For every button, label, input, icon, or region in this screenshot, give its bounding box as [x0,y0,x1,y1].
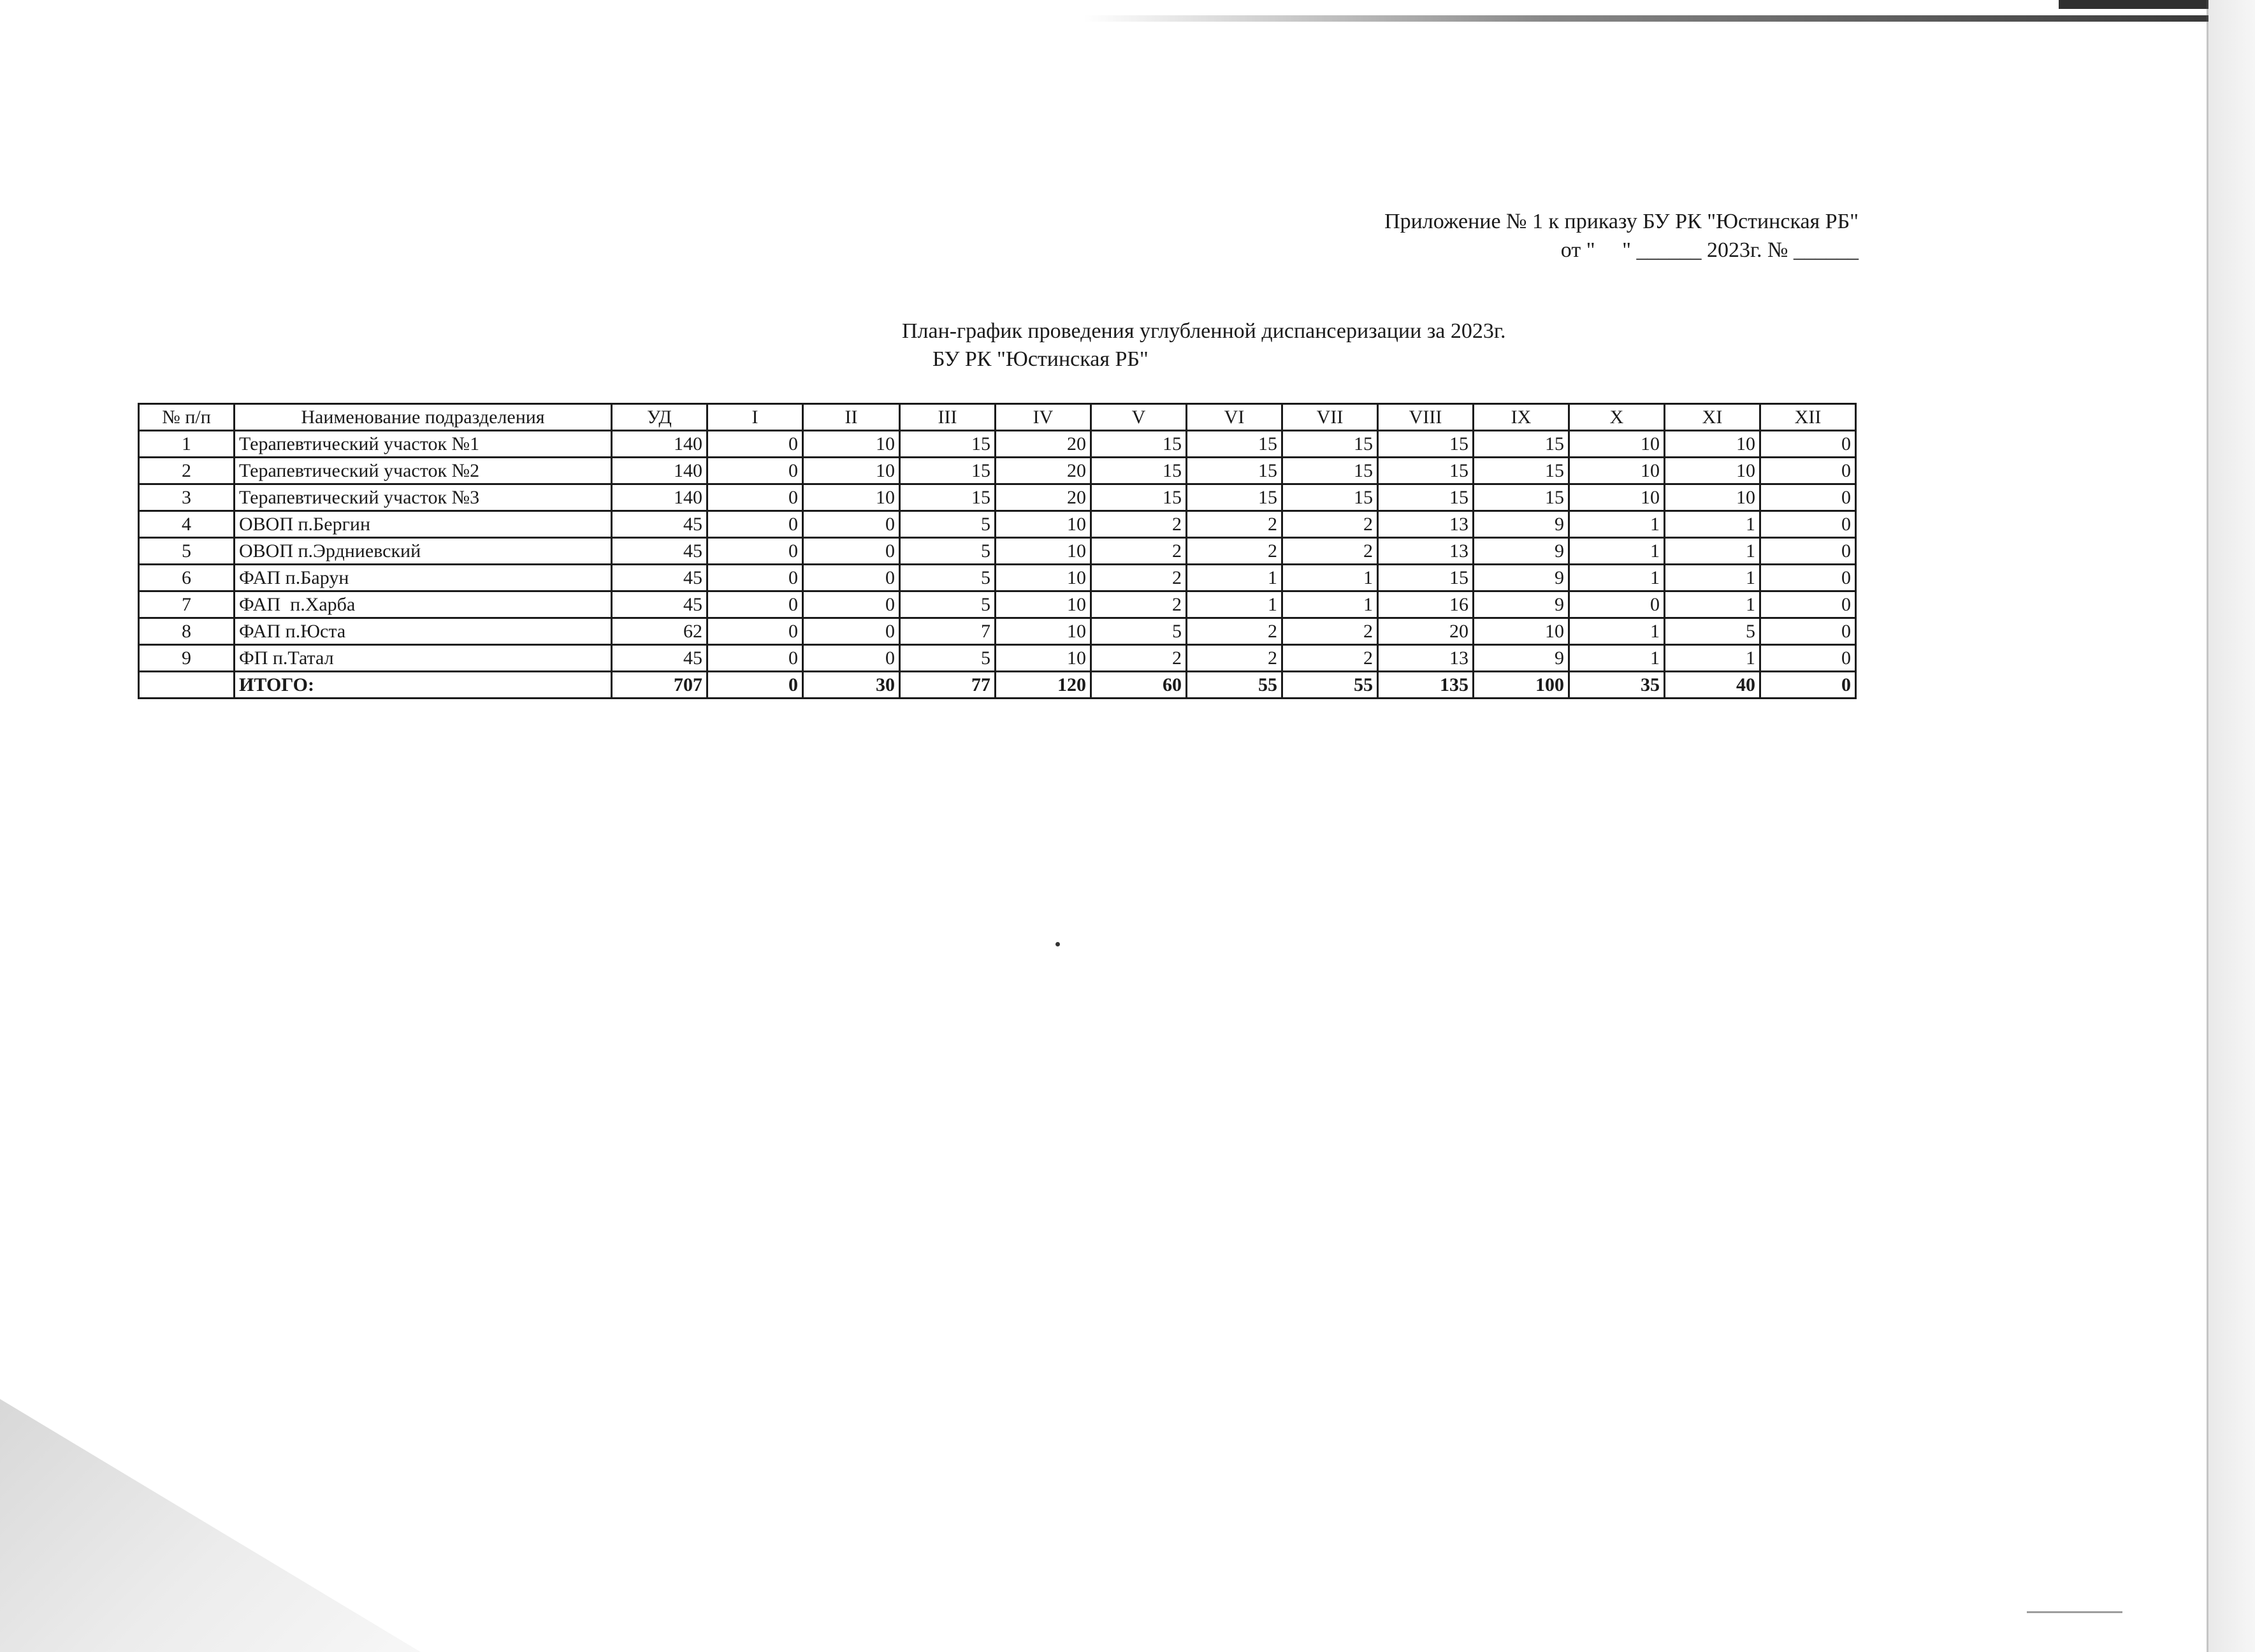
row-number-cell: 3 [139,484,235,511]
month-value-cell: 0 [803,511,900,538]
title-line-1: План-график проведения углубленной диспансеризации за 2023г. [902,319,1506,343]
month-value-cell: 10 [996,565,1091,591]
month-value-cell: 0 [707,645,803,672]
column-header: V [1091,404,1187,431]
table-row [139,538,1856,565]
table-header-row [139,404,1856,431]
month-value-cell: 9 [1474,565,1569,591]
total-count-cell: 45 [612,565,707,591]
month-value-cell: 2 [1091,511,1187,538]
table-row [139,645,1856,672]
month-value-cell: 60 [1091,672,1187,699]
column-header: Наименование подразделения [235,404,612,431]
month-value-cell: 2 [1282,538,1378,565]
month-value-cell: 2 [1282,618,1378,645]
month-value-cell: 15 [1378,458,1474,484]
title-line-2: БУ РК "Юстинская РБ" [932,347,1149,371]
month-value-cell: 0 [1760,484,1856,511]
unit-name-cell: Терапевтический участок №3 [235,484,612,511]
row-number-cell: 7 [139,591,235,618]
month-value-cell: 10 [1569,484,1665,511]
month-value-cell: 1 [1569,511,1665,538]
total-count-cell: 45 [612,511,707,538]
appendix-line-1: Приложение № 1 к приказу БУ РК "Юстинская РБ" [1384,210,1859,233]
column-header: II [803,404,900,431]
month-value-cell: 1 [1569,618,1665,645]
month-value-cell: 15 [900,484,996,511]
scan-top-edge [1084,15,2224,22]
month-value-cell: 1 [1665,591,1760,618]
month-value-cell: 15 [1282,431,1378,458]
month-value-cell: 0 [1760,672,1856,699]
month-value-cell: 10 [1474,618,1569,645]
row-number-cell: 5 [139,538,235,565]
month-value-cell: 120 [996,672,1091,699]
column-header: XI [1665,404,1760,431]
month-value-cell: 20 [996,458,1091,484]
row-number-cell: 4 [139,511,235,538]
month-value-cell: 9 [1474,511,1569,538]
scan-right-shade [2208,0,2255,1652]
month-value-cell: 7 [900,618,996,645]
unit-name-cell: ОВОП п.Бергин [235,511,612,538]
month-value-cell: 20 [1378,618,1474,645]
column-header: X [1569,404,1665,431]
table-row [139,618,1856,645]
row-number-cell: 6 [139,565,235,591]
unit-name-cell: ИТОГО: [235,672,612,699]
month-value-cell: 0 [803,618,900,645]
month-value-cell: 15 [1474,484,1569,511]
total-count-cell: 140 [612,458,707,484]
month-value-cell: 1 [1282,565,1378,591]
month-value-cell: 2 [1091,591,1187,618]
month-value-cell: 10 [1665,431,1760,458]
month-value-cell: 16 [1378,591,1474,618]
month-value-cell: 0 [1760,458,1856,484]
month-value-cell: 2 [1187,538,1282,565]
month-value-cell: 2 [1187,618,1282,645]
month-value-cell: 0 [707,618,803,645]
month-value-cell: 5 [900,591,996,618]
month-value-cell: 5 [1091,618,1187,645]
unit-name-cell: ФАП п.Харба [235,591,612,618]
month-value-cell: 10 [803,431,900,458]
month-value-cell: 15 [1282,458,1378,484]
month-value-cell: 9 [1474,645,1569,672]
month-value-cell: 0 [1760,431,1856,458]
month-value-cell: 10 [1569,431,1665,458]
month-value-cell: 0 [707,565,803,591]
month-value-cell: 1 [1665,565,1760,591]
column-header: VII [1282,404,1378,431]
month-value-cell: 15 [1474,431,1569,458]
column-header: VIII [1378,404,1474,431]
row-number-cell: 2 [139,458,235,484]
month-value-cell: 9 [1474,591,1569,618]
month-value-cell: 0 [707,431,803,458]
month-value-cell: 35 [1569,672,1665,699]
unit-name-cell: Терапевтический участок №1 [235,431,612,458]
column-header: XII [1760,404,1856,431]
month-value-cell: 0 [707,591,803,618]
table-row [139,565,1856,591]
table-row [139,458,1856,484]
month-value-cell: 15 [1282,484,1378,511]
folded-corner [0,1399,421,1652]
month-value-cell: 0 [1760,591,1856,618]
month-value-cell: 0 [1569,591,1665,618]
unit-name-cell: ФАП п.Барун [235,565,612,591]
month-value-cell: 20 [996,484,1091,511]
total-count-cell: 140 [612,431,707,458]
month-value-cell: 10 [1569,458,1665,484]
month-value-cell: 0 [1760,645,1856,672]
month-value-cell: 1 [1665,645,1760,672]
month-value-cell: 1 [1569,645,1665,672]
month-value-cell: 10 [803,484,900,511]
month-value-cell: 10 [803,458,900,484]
month-value-cell: 2 [1187,511,1282,538]
month-value-cell: 15 [1187,458,1282,484]
month-value-cell: 1 [1665,538,1760,565]
month-value-cell: 13 [1378,645,1474,672]
column-header: УД [612,404,707,431]
unit-name-cell: Терапевтический участок №2 [235,458,612,484]
unit-name-cell: ФАП п.Юста [235,618,612,645]
table-body [139,431,1856,699]
month-value-cell: 15 [1187,484,1282,511]
month-value-cell: 10 [996,538,1091,565]
month-value-cell: 55 [1187,672,1282,699]
document-title [902,317,1505,373]
month-value-cell: 0 [803,565,900,591]
month-value-cell: 15 [1378,431,1474,458]
month-value-cell: 1 [1569,538,1665,565]
month-value-cell: 0 [1760,618,1856,645]
month-value-cell: 13 [1378,511,1474,538]
month-value-cell: 0 [707,458,803,484]
scan-bottom-mark [2027,1611,2122,1613]
month-value-cell: 2 [1187,645,1282,672]
month-value-cell: 2 [1282,511,1378,538]
column-header: IV [996,404,1091,431]
month-value-cell: 0 [803,645,900,672]
month-value-cell: 5 [900,565,996,591]
month-value-cell: 5 [1665,618,1760,645]
total-row [139,672,1856,699]
row-number-cell: 1 [139,431,235,458]
month-value-cell: 5 [900,645,996,672]
month-value-cell: 1 [1187,591,1282,618]
month-value-cell: 15 [1091,484,1187,511]
total-count-cell: 45 [612,538,707,565]
month-value-cell: 15 [1091,458,1187,484]
month-value-cell: 0 [1760,565,1856,591]
month-value-cell: 20 [996,431,1091,458]
month-value-cell: 0 [1760,511,1856,538]
month-value-cell: 40 [1665,672,1760,699]
unit-name-cell: ОВОП п.Эрдниевский [235,538,612,565]
month-value-cell: 0 [1760,538,1856,565]
column-header: VI [1187,404,1282,431]
row-number-cell: 9 [139,645,235,672]
month-value-cell: 1 [1569,565,1665,591]
month-value-cell: 0 [803,591,900,618]
month-value-cell: 2 [1091,538,1187,565]
month-value-cell: 0 [707,672,803,699]
appendix-line-2: от " " ______ 2023г. № ______ [1560,238,1859,262]
month-value-cell: 1 [1665,511,1760,538]
month-value-cell: 1 [1282,591,1378,618]
month-value-cell: 15 [1187,431,1282,458]
unit-name-cell: ФП п.Татал [235,645,612,672]
month-value-cell: 10 [996,511,1091,538]
column-header: I [707,404,803,431]
total-count-cell: 140 [612,484,707,511]
table-row [139,511,1856,538]
month-value-cell: 15 [900,458,996,484]
month-value-cell: 15 [1474,458,1569,484]
total-count-cell: 707 [612,672,707,699]
total-count-cell: 45 [612,591,707,618]
total-count-cell: 62 [612,618,707,645]
month-value-cell: 5 [900,538,996,565]
table-row [139,431,1856,458]
month-value-cell: 55 [1282,672,1378,699]
month-value-cell: 0 [707,511,803,538]
month-value-cell: 10 [1665,458,1760,484]
month-value-cell: 15 [1378,565,1474,591]
month-value-cell: 10 [996,645,1091,672]
month-value-cell: 2 [1091,645,1187,672]
month-value-cell: 2 [1091,565,1187,591]
table-row [139,591,1856,618]
schedule-table [138,403,1857,699]
row-number-cell [139,672,235,699]
column-header: № п/п [139,404,235,431]
column-header: III [900,404,996,431]
month-value-cell: 0 [707,538,803,565]
month-value-cell: 9 [1474,538,1569,565]
scan-speck [1055,942,1060,946]
month-value-cell: 1 [1187,565,1282,591]
row-number-cell: 8 [139,618,235,645]
month-value-cell: 10 [996,591,1091,618]
month-value-cell: 100 [1474,672,1569,699]
month-value-cell: 0 [803,538,900,565]
month-value-cell: 30 [803,672,900,699]
column-header: IX [1474,404,1569,431]
month-value-cell: 10 [1665,484,1760,511]
month-value-cell: 15 [1378,484,1474,511]
month-value-cell: 5 [900,511,996,538]
appendix-note [1384,207,1859,264]
table-row [139,484,1856,511]
total-count-cell: 45 [612,645,707,672]
month-value-cell: 13 [1378,538,1474,565]
month-value-cell: 135 [1378,672,1474,699]
month-value-cell: 2 [1282,645,1378,672]
month-value-cell: 15 [900,431,996,458]
month-value-cell: 0 [707,484,803,511]
month-value-cell: 77 [900,672,996,699]
scan-right-edge [2207,0,2208,1652]
month-value-cell: 15 [1091,431,1187,458]
month-value-cell: 10 [996,618,1091,645]
